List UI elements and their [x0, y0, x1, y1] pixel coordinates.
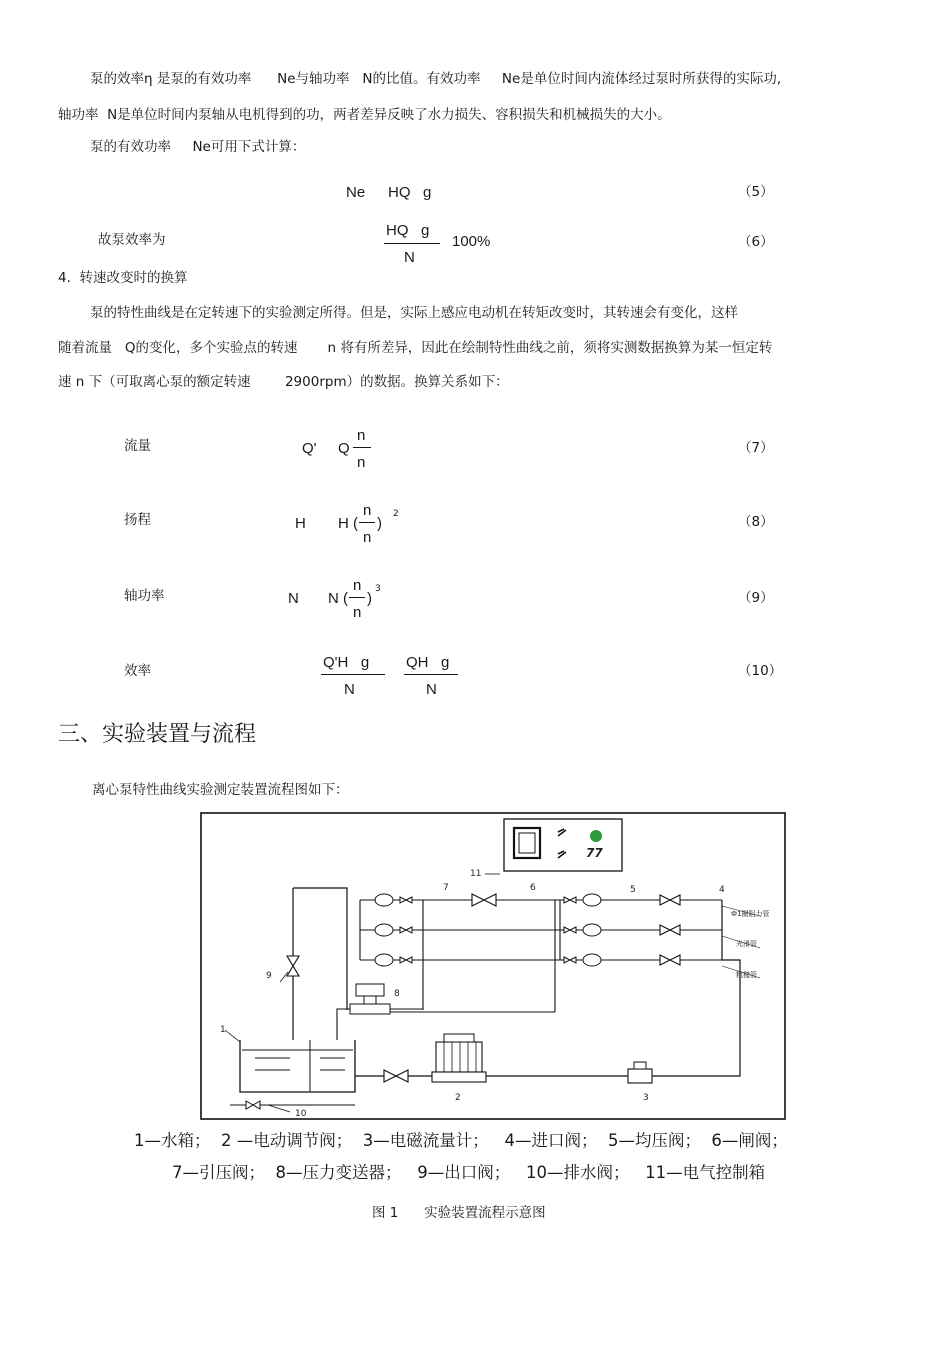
callout-2: 2	[455, 1093, 461, 1103]
eq8-number: （8）	[738, 514, 774, 530]
section-4-title: 4. 转速改变时的换算	[58, 270, 188, 286]
meter-label: 77	[586, 846, 603, 860]
callout-5: 5	[630, 885, 636, 895]
section-3-title: 三、实验装置与流程	[58, 722, 257, 747]
eq8-close: )	[377, 515, 382, 532]
figure-caption: 图 1 实验装置流程示意图	[372, 1205, 546, 1221]
eq10-num1: Q'H g	[323, 654, 370, 671]
eq8-den: n	[363, 529, 372, 546]
callout-10: 10	[295, 1109, 307, 1119]
eq9-lhs: N	[288, 590, 299, 607]
callout-8: 8	[394, 989, 400, 999]
eq8-power: 2	[393, 509, 399, 519]
gauge-label: Ф1圈阻力管	[731, 910, 770, 918]
eq7-den: n	[357, 454, 366, 471]
callout-9: 9	[266, 971, 272, 981]
eq5-number: （5）	[738, 184, 774, 200]
eq6-label: 故泵效率为	[98, 232, 166, 248]
callout-4: 4	[719, 885, 725, 895]
callout-1: 1	[220, 1025, 226, 1035]
eq9-label: 轴功率	[124, 588, 165, 604]
process-flow-diagram	[200, 812, 786, 1120]
eq9-number: （9）	[738, 590, 774, 606]
eq9-rhs: N (	[328, 590, 348, 607]
eq7-lhs: Q'	[302, 440, 317, 457]
eq9-power: 3	[375, 584, 381, 594]
eq7-num: n	[357, 427, 366, 444]
eq7-fraction-bar	[353, 447, 371, 448]
paragraph-line: 泵的有效功率 Ne可用下式计算：	[90, 139, 306, 155]
diagram-legend-line: 7—引压阀； 8—压力变送器； 9—出口阀； 10—排水阀； 11—电气控制箱	[172, 1163, 766, 1182]
eq7-number: （7）	[738, 440, 774, 456]
eq10-den1: N	[344, 681, 355, 698]
eq8-num: n	[363, 502, 372, 519]
eq7-rhs: Q	[338, 440, 350, 457]
paragraph-line: 随着流量 Q的变化，多个实验点的转速 n 将有所差异，因此在绘制特性曲线之前，须将实测数据换算为某一恒定转	[58, 340, 773, 356]
eq10-den2: N	[426, 681, 437, 698]
eq10-fraction-bar-1	[321, 674, 385, 675]
paragraph-line: 泵的效率η 是泵的有效功率 Ne与轴功率 N的比值。有效功率 Ne是单位时间内流体经过泵时所获得的实际功,	[90, 71, 782, 87]
eq8-fraction-bar	[359, 522, 375, 523]
callout-7: 7	[443, 883, 449, 893]
eq9-close: )	[367, 590, 372, 607]
eq10-label: 效率	[124, 663, 151, 679]
eq10-number: （10）	[738, 663, 783, 679]
diagram-legend-line: 1—水箱； 2 —电动调节阀； 3—电磁流量计； 4—进口阀； 5—均压阀； 6—闸阀；	[134, 1131, 788, 1150]
eq8-label: 扬程	[124, 512, 151, 528]
eq5-rhs: HQ g	[388, 184, 432, 201]
indicator-light-icon	[590, 830, 602, 842]
eq10-fraction-bar-2	[404, 674, 458, 675]
diagram-intro: 离心泵特性曲线实验测定装置流程图如下：	[92, 782, 349, 798]
eq7-label: 流量	[124, 438, 151, 454]
eq6-numerator: HQ g	[386, 222, 430, 239]
eq9-fraction-bar	[349, 597, 365, 598]
eq9-den: n	[353, 604, 362, 621]
eq9-num: n	[353, 577, 362, 594]
eq6-percent: 100%	[452, 233, 491, 250]
eq10-num2: QH g	[406, 654, 450, 671]
eq6-denominator: N	[404, 249, 415, 266]
callout-3: 3	[643, 1093, 649, 1103]
eq6-number: （6）	[738, 234, 774, 250]
gauge-label: 光滑管	[736, 940, 757, 948]
eq6-fraction-bar	[384, 243, 440, 244]
callout-11: 11	[470, 869, 482, 879]
paragraph-line: 速 n 下（可取离心泵的额定转速 2900rpm）的数据。换算关系如下：	[58, 374, 509, 390]
gauge-label: 粗糙管	[736, 971, 757, 979]
paragraph-line: 轴功率 N是单位时间内泵轴从电机得到的功，两者差异反映了水力损失、容积损失和机械损失的大小。	[58, 107, 671, 123]
eq5-lhs: Ne	[346, 184, 366, 201]
eq8-rhs: H (	[338, 515, 358, 532]
paragraph-line: 泵的特性曲线是在定转速下的实验测定所得。但是，实际上感应电动机在转矩改变时，其转速会有变化，这样	[90, 305, 738, 321]
eq8-lhs: H	[295, 515, 306, 532]
callout-6: 6	[530, 883, 536, 893]
